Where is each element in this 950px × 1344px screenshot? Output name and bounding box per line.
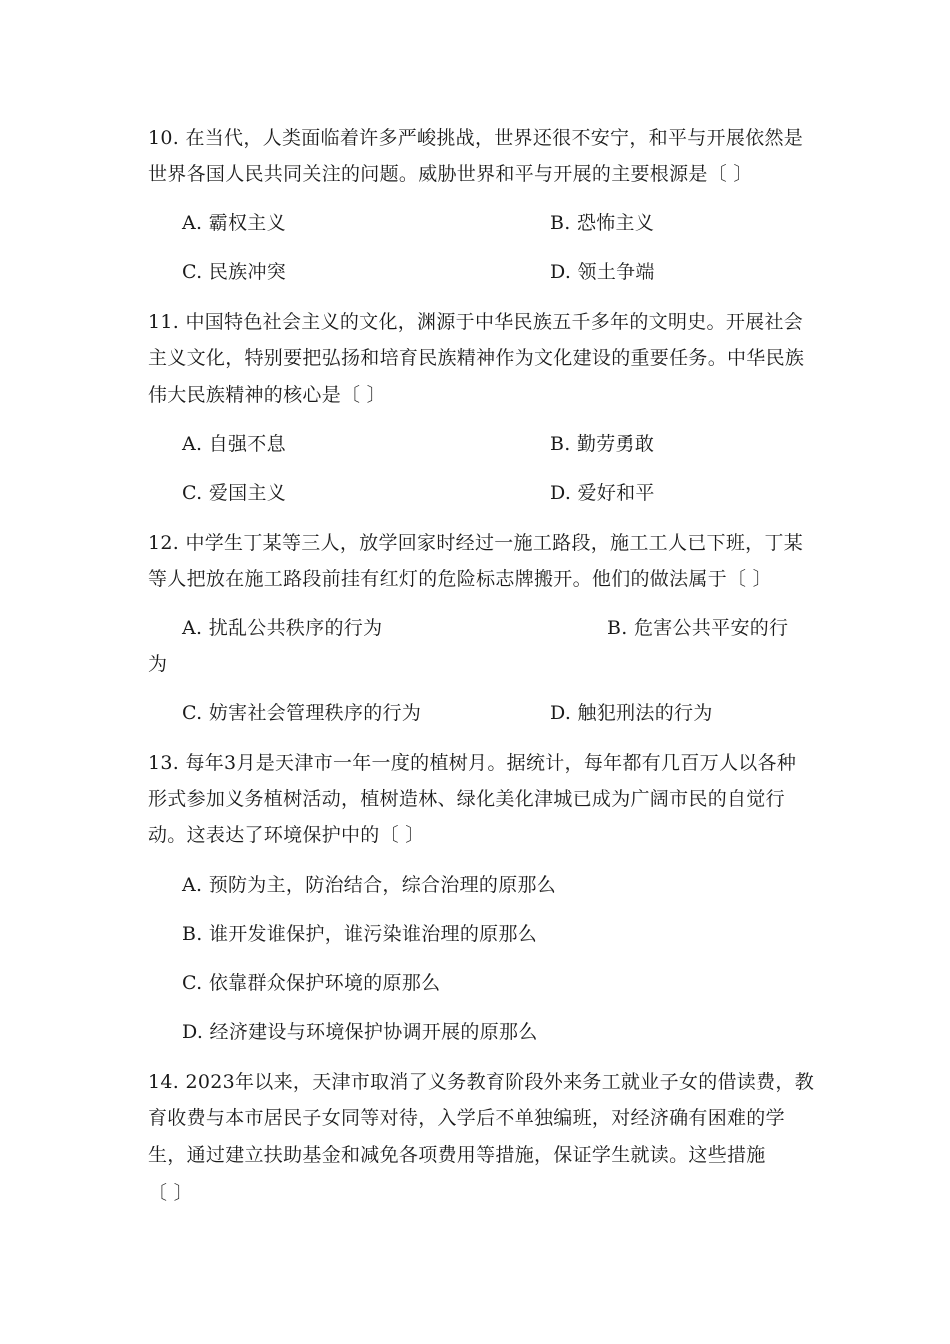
question-13-option-c: C. 依靠群众保护环境的原那么: [182, 972, 441, 994]
question-10-line-1: 10. 在当代，人类面临着许多严峻挑战，世界还很不安宁，和平与开展依然是: [148, 127, 804, 149]
question-14-line-3: 生，通过建立扶助基金和减免各项费用等措施，保证学生就读。这些措施: [148, 1144, 766, 1166]
question-14-line-1: 14. 2023年以来，天津市取消了义务教育阶段外来务工就业子女的借读费，教: [148, 1071, 815, 1093]
question-11-line-3: 伟大民族精神的核心是〔 〕: [148, 384, 386, 406]
question-12-option-a: A. 扰乱公共秩序的行为: [182, 617, 383, 639]
question-14-line-2: 育收费与本市居民子女同等对待，入学后不单独编班，对经济确有困难的学: [148, 1107, 785, 1129]
question-12-option-d: D. 触犯刑法的行为: [550, 702, 713, 724]
question-11-option-d: D. 爱好和平: [550, 482, 655, 504]
question-10-option-c: C. 民族冲突: [182, 261, 287, 283]
question-13-line-3: 动。这表达了环境保护中的〔 〕: [148, 824, 425, 846]
question-12-option-c: C. 妨害社会管理秩序的行为: [182, 702, 422, 724]
question-11-line-1: 11. 中国特色社会主义的文化，渊源于中华民族五千多年的文明史。开展社会: [148, 311, 804, 333]
question-12-option-b-wrap: 为: [148, 653, 168, 675]
question-12-line-2: 等人把放在施工路段前挂有红灯的危险标志牌搬开。他们的做法属于〔 〕: [148, 568, 772, 590]
question-11-option-a: A. 自强不息: [182, 433, 286, 455]
question-10-option-d: D. 领土争端: [550, 261, 655, 283]
question-11-option-b: B. 勤劳勇敢: [550, 433, 655, 455]
question-10-option-b: B. 恐怖主义: [550, 212, 655, 234]
question-13-line-2: 形式参加义务植树活动，植树造林、绿化美化津城已成为广阔市民的自觉行: [148, 788, 785, 810]
question-13-option-d: D. 经济建设与环境保护协调开展的原那么: [182, 1021, 538, 1043]
question-11-option-c: C. 爱国主义: [182, 482, 287, 504]
question-13-option-b: B. 谁开发谁保护，谁污染谁治理的原那么: [182, 923, 538, 945]
question-13-line-1: 13. 每年3月是天津市一年一度的植树月。据统计，每年都有几百万人以各种: [148, 752, 797, 774]
question-10-line-2: 世界各国人民共同关注的问题。威胁世界和平与开展的主要根源是〔 〕: [148, 163, 753, 185]
question-10-option-a: A. 霸权主义: [182, 212, 286, 234]
question-14-line-4: 〔 〕: [148, 1182, 193, 1204]
question-12-option-b: B. 危害公共平安的行: [607, 617, 789, 639]
question-11-line-2: 主义文化，特别要把弘扬和培育民族精神作为文化建设的重要任务。中华民族: [148, 347, 805, 369]
question-13-option-a: A. 预防为主，防治结合，综合治理的原那么: [182, 874, 557, 896]
question-12-line-1: 12. 中学生丁某等三人，放学回家时经过一施工路段，施工工人已下班，丁某: [148, 532, 804, 554]
